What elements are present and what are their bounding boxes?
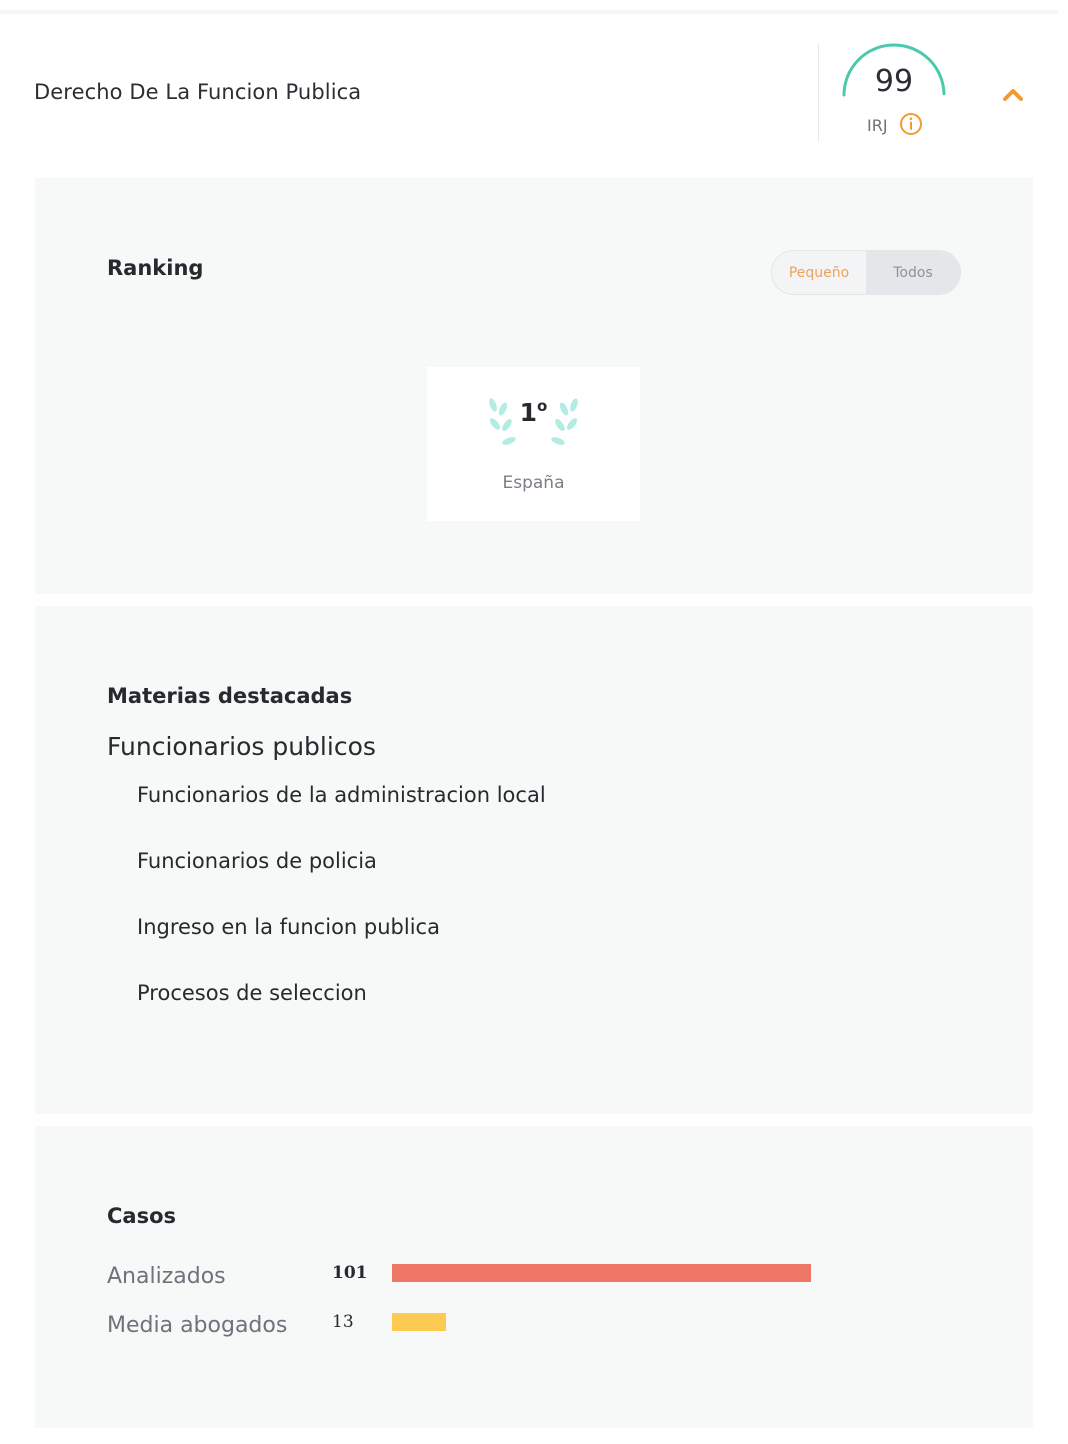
ranking-panel bbox=[35, 178, 1033, 594]
header-divider bbox=[818, 44, 819, 142]
practice-area-title: Derecho De La Funcion Publica bbox=[34, 80, 362, 104]
casos-label-analizados: Analizados bbox=[107, 1264, 226, 1289]
toggle-option-small[interactable]: Pequeño bbox=[788, 264, 850, 281]
subtopic-item[interactable]: Funcionarios de la administracion local bbox=[137, 783, 546, 807]
casos-label-media-abogados: Media abogados bbox=[107, 1313, 288, 1338]
ranking-position bbox=[427, 397, 640, 427]
info-icon[interactable] bbox=[899, 112, 923, 136]
ranking-country: España bbox=[502, 473, 565, 493]
ranking-card bbox=[427, 367, 640, 521]
casos-bar-analizados bbox=[392, 1264, 811, 1282]
irj-gauge bbox=[838, 42, 950, 142]
irj-score: 99 bbox=[874, 64, 914, 99]
ranking-position-number: 1 bbox=[519, 398, 538, 427]
casos-bar-media-abogados bbox=[392, 1313, 446, 1331]
subtopic-item[interactable]: Funcionarios de policia bbox=[137, 849, 377, 873]
chevron-up-icon bbox=[998, 82, 1028, 106]
ranking-position-suffix: o bbox=[537, 397, 548, 415]
casos-value-analizados: 101 bbox=[332, 1263, 368, 1283]
materias-panel bbox=[35, 606, 1033, 1114]
materias-heading: Materias destacadas bbox=[107, 684, 353, 708]
irj-label: IRJ bbox=[867, 116, 888, 135]
ranking-heading: Ranking bbox=[107, 256, 204, 280]
subtopic-item[interactable]: Procesos de seleccion bbox=[137, 981, 367, 1005]
casos-heading: Casos bbox=[107, 1204, 177, 1228]
firm-size-toggle[interactable] bbox=[771, 250, 961, 295]
subtopic-item[interactable]: Ingreso en la funcion publica bbox=[137, 915, 440, 939]
collapse-button[interactable] bbox=[998, 82, 1028, 106]
practice-area-header[interactable] bbox=[0, 14, 1068, 172]
casos-value-media-abogados: 13 bbox=[332, 1312, 354, 1332]
casos-panel bbox=[35, 1126, 1033, 1428]
toggle-option-all[interactable]: Todos bbox=[866, 251, 960, 294]
main-topic: Funcionarios publicos bbox=[107, 732, 376, 761]
